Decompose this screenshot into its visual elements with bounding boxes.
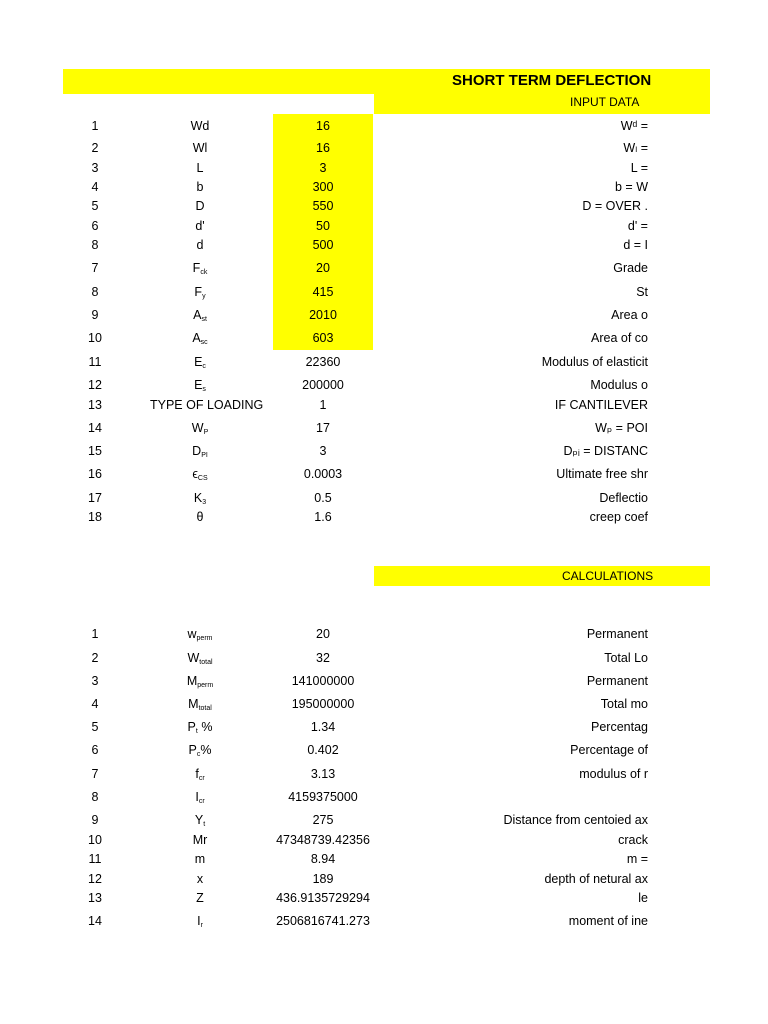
input-description: b = W xyxy=(615,180,648,194)
input-value-cell[interactable]: 415 xyxy=(312,285,334,299)
calc-symbol: $w_{perm}$ xyxy=(187,627,213,642)
input-description: L = xyxy=(630,161,648,175)
input-description: d = I xyxy=(623,238,648,252)
calc-row-number: 9 xyxy=(91,813,99,827)
input-value-cell[interactable]: 200000 xyxy=(302,378,344,392)
input-value-cell[interactable]: 0.5 xyxy=(314,491,332,505)
calc-value-cell[interactable]: 8.94 xyxy=(310,852,336,866)
calc-row-number: 6 xyxy=(91,743,99,757)
calc-symbol: $M_{perm}$ xyxy=(186,674,214,689)
calc-symbol: $f_{cr}$ xyxy=(195,767,205,782)
calc-symbol: Z xyxy=(196,891,204,905)
calc-row-number: 14 xyxy=(88,914,102,928)
input-symbol: TYPE OF LOADING xyxy=(150,398,264,412)
calc-value-cell[interactable]: 32 xyxy=(316,651,330,665)
input-row-number: 16 xyxy=(88,467,102,481)
calc-value-cell[interactable]: 47348739.42356 xyxy=(276,833,370,847)
input-symbol: d xyxy=(196,238,204,252)
input-symbol: Wd xyxy=(190,119,210,133)
calc-symbol: $W_{total}$ xyxy=(187,651,213,666)
calc-row-number: 1 xyxy=(91,627,99,641)
input-row-number: 3 xyxy=(91,161,99,175)
calc-description: m = xyxy=(626,852,648,866)
input-symbol: $F_{ck}$ xyxy=(192,261,208,276)
calc-row-number: 8 xyxy=(91,790,99,804)
calc-value-cell[interactable]: 20 xyxy=(316,627,330,641)
input-value-cell[interactable]: 16 xyxy=(316,119,330,133)
input-symbol: $A_{sc}$ xyxy=(192,331,208,346)
calc-description: Permanent xyxy=(586,674,648,688)
input-value-cell[interactable]: 50 xyxy=(316,219,330,233)
input-row-number: 8 xyxy=(91,238,99,252)
input-row-number: 10 xyxy=(88,331,102,345)
input-row-number: 12 xyxy=(88,378,102,392)
calc-row-number: 12 xyxy=(88,872,102,886)
calc-value-cell[interactable]: 4159375000 xyxy=(288,790,358,804)
calc-symbol: $Y_t$ xyxy=(194,813,206,828)
calc-row-number: 2 xyxy=(91,651,99,665)
calc-symbol: m xyxy=(194,852,206,866)
calc-value-cell[interactable]: 275 xyxy=(312,813,334,827)
input-description: Modulus o xyxy=(590,378,648,392)
calc-row-number: 3 xyxy=(91,674,99,688)
input-value-cell[interactable]: 16 xyxy=(316,141,330,155)
calc-symbol: $P_c\%$ xyxy=(188,743,212,758)
input-row-number: 14 xyxy=(88,421,102,435)
input-value-cell[interactable]: 500 xyxy=(312,238,334,252)
calc-value-cell[interactable]: 141000000 xyxy=(291,674,355,688)
input-symbol: L xyxy=(196,161,204,175)
input-row-number: 18 xyxy=(88,510,102,524)
input-value-cell[interactable]: 603 xyxy=(312,331,334,345)
calc-symbol: $P_t$ % xyxy=(187,720,213,735)
input-row-number: 8 xyxy=(91,285,99,299)
calc-description: Total mo xyxy=(600,697,648,711)
input-symbol: $E_s$ xyxy=(194,378,206,393)
input-value-cell[interactable]: 550 xyxy=(312,199,334,213)
calc-symbol: $I_r$ xyxy=(197,914,203,929)
input-symbol: d' xyxy=(195,219,205,233)
calc-description: Distance from centoied ax xyxy=(503,813,648,827)
calc-description: le xyxy=(638,891,648,905)
calc-value-cell[interactable]: 1.34 xyxy=(310,720,336,734)
input-value-cell[interactable]: 20 xyxy=(316,261,330,275)
calc-row-number: 7 xyxy=(91,767,99,781)
input-description: D = OVER . xyxy=(582,199,648,213)
input-description: creep coef xyxy=(589,510,648,524)
input-value-cell[interactable]: 17 xyxy=(316,421,330,435)
input-value-cell[interactable]: 1 xyxy=(319,398,327,412)
input-value-cell[interactable]: 1.6 xyxy=(314,510,332,524)
input-row-number: 9 xyxy=(91,308,99,322)
calc-row-number: 13 xyxy=(88,891,102,905)
input-symbol: θ xyxy=(196,510,204,524)
input-symbol: $W_P$ xyxy=(191,421,209,436)
input-value-cell[interactable]: 22360 xyxy=(305,355,341,369)
calculations-label: CALCULATIONS xyxy=(562,569,654,583)
input-description: Ultimate free shr xyxy=(556,467,648,481)
input-symbol: $E_c$ xyxy=(194,355,206,370)
input-symbol: b xyxy=(196,180,204,194)
calc-row-number: 10 xyxy=(88,833,102,847)
input-row-number: 13 xyxy=(88,398,102,412)
input-symbol: $K_3$ xyxy=(193,491,207,506)
input-row-number: 6 xyxy=(91,219,99,233)
input-row-number: 17 xyxy=(88,491,102,505)
input-row-number: 15 xyxy=(88,444,102,458)
calc-value-cell[interactable]: 436.9135729294 xyxy=(276,891,370,905)
calc-description: Total Lo xyxy=(604,651,648,665)
calc-value-cell[interactable]: 3.13 xyxy=(310,767,336,781)
calc-symbol: Mr xyxy=(192,833,208,847)
calc-description: modulus of r xyxy=(579,767,648,781)
input-description: Area of co xyxy=(591,331,648,345)
input-description: d' = xyxy=(627,219,648,233)
input-value-cell[interactable]: 0.0003 xyxy=(303,467,343,481)
input-description: Modulus of elasticit xyxy=(541,355,648,369)
calc-description-clip xyxy=(374,0,648,1024)
calc-description: moment of ine xyxy=(568,914,648,928)
input-row-number: 7 xyxy=(91,261,99,275)
input-description: Wₚ = POI xyxy=(595,421,648,435)
calc-value-cell[interactable]: 0.402 xyxy=(307,743,339,757)
input-symbol: $\epsilon_{CS}$ xyxy=(192,467,208,482)
input-symbol: $F_y$ xyxy=(194,285,206,300)
input-symbol: $D_{PI}$ xyxy=(192,444,208,459)
calc-description: depth of netural ax xyxy=(544,872,648,886)
calc-symbol: $I_{cr}$ xyxy=(195,790,205,805)
input-description: Wᵈ = xyxy=(620,119,648,133)
input-description: Wₗ = xyxy=(623,141,648,155)
calc-value-cell[interactable]: 189 xyxy=(312,872,334,886)
input-row-number: 2 xyxy=(91,141,99,155)
input-description: IF CANTILEVER xyxy=(554,398,648,412)
input-value-cell[interactable]: 2010 xyxy=(309,308,337,322)
calc-symbol: $M_{total}$ xyxy=(188,697,212,712)
input-symbol: D xyxy=(195,199,205,213)
input-symbol: Wl xyxy=(192,141,208,155)
input-description: St xyxy=(636,285,648,299)
input-value-cell[interactable]: 300 xyxy=(312,180,334,194)
input-row-number: 1 xyxy=(91,119,99,133)
calc-symbol: x xyxy=(196,872,204,886)
input-row-number: 5 xyxy=(91,199,99,213)
input-description: Area o xyxy=(611,308,648,322)
calc-description: Permanent xyxy=(586,627,648,641)
calc-value-cell[interactable]: 2506816741.273 xyxy=(276,914,370,928)
input-row-number: 4 xyxy=(91,180,99,194)
sheet-title: SHORT TERM DEFLECTION xyxy=(452,72,652,89)
input-symbol: $A_{st}$ xyxy=(193,308,207,323)
calc-description: Percentage of xyxy=(570,743,648,757)
input-value-cell[interactable]: 3 xyxy=(319,161,327,175)
calc-value-cell[interactable]: 195000000 xyxy=(291,697,355,711)
calc-row-number: 5 xyxy=(91,720,99,734)
calc-row-number: 4 xyxy=(91,697,99,711)
input-description: Deflectio xyxy=(599,491,648,505)
input-row-number: 11 xyxy=(88,355,102,369)
calc-row-number: 11 xyxy=(88,852,102,866)
input-description: Grade xyxy=(613,261,648,275)
calc-description: crack xyxy=(618,833,648,847)
input-description: Dₚᵢ = DISTANC xyxy=(563,444,648,458)
input-data-label: INPUT DATA xyxy=(570,95,640,109)
input-value-cell[interactable]: 3 xyxy=(319,444,327,458)
calc-description: Percentag xyxy=(591,720,648,734)
